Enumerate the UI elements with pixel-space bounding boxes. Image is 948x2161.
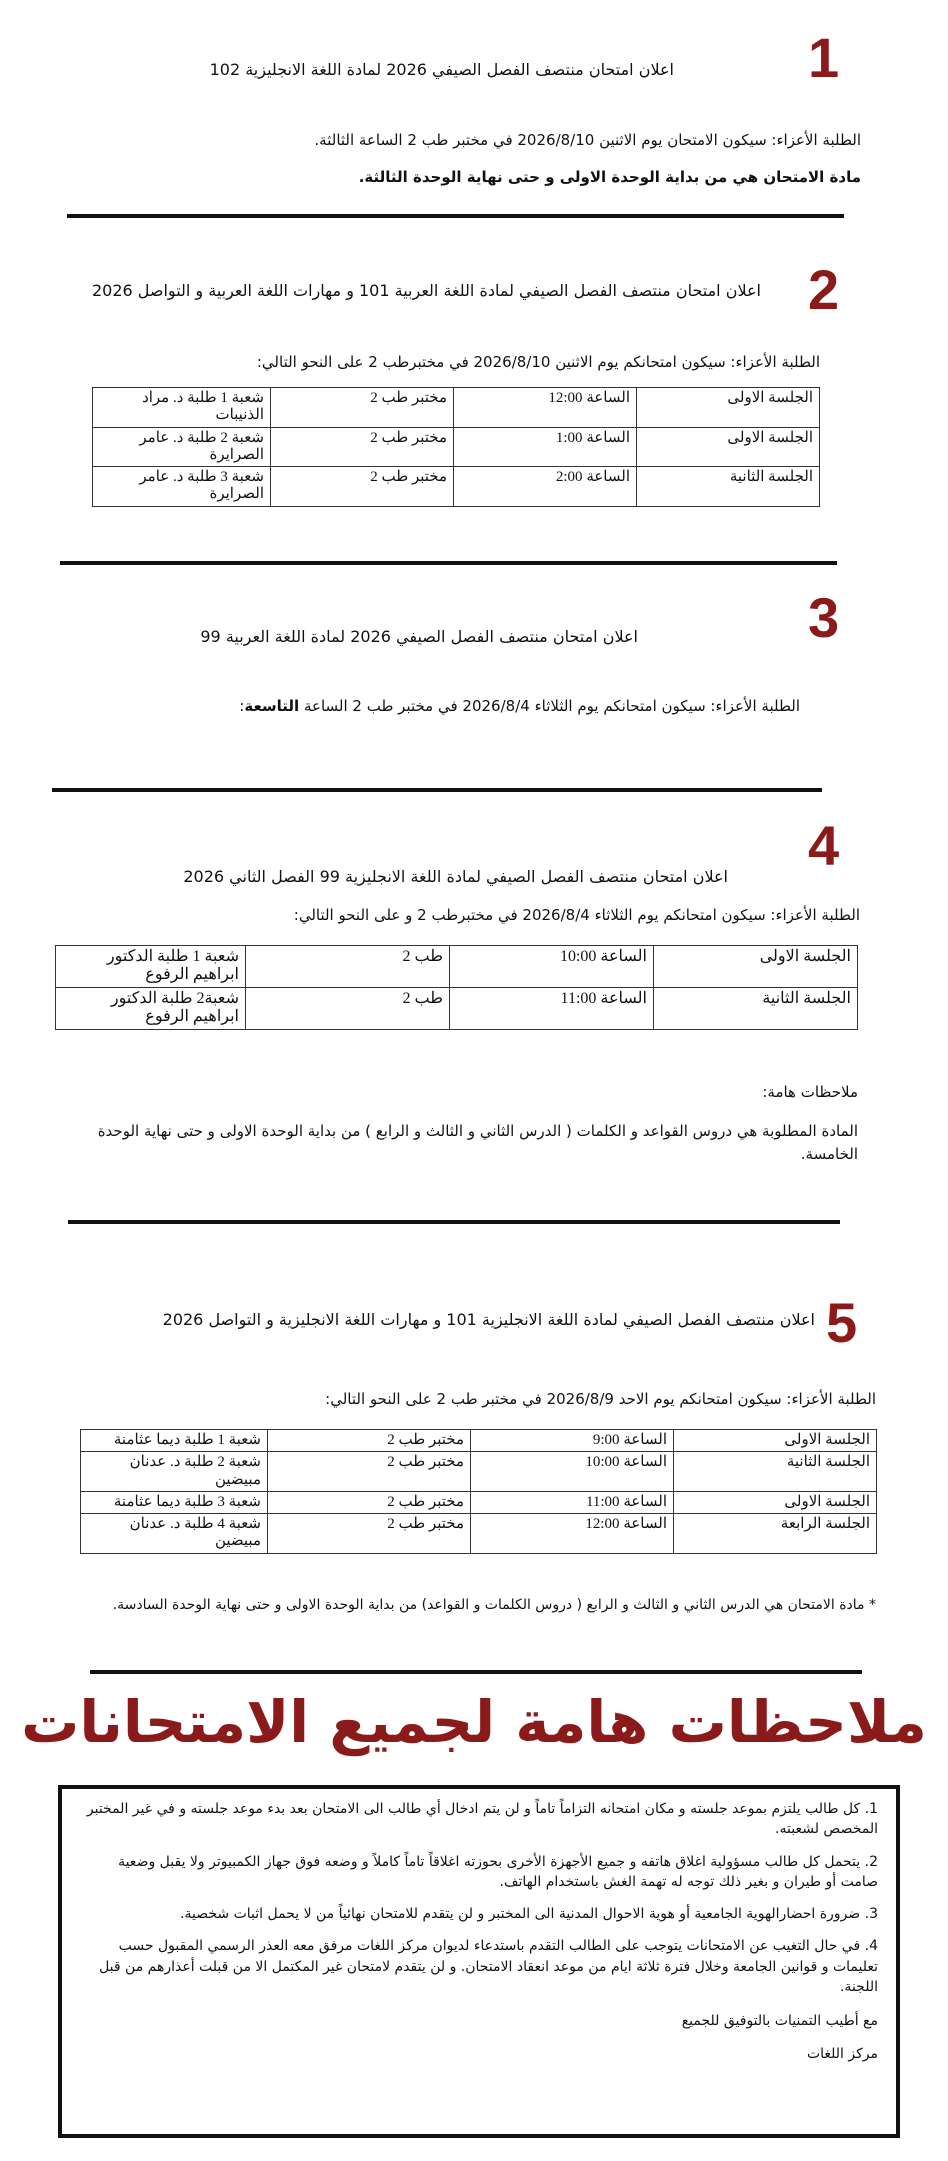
general-note-1: 1. كل طالب يلتزم بموعد جلسته و مكان امتحانه التزاماً تاماً و لن يتم ادخال أي طالب الى الامتحان بعد بدء موعد جلسته و في غير المختبر المخصص لشعبته. — [86, 1801, 878, 1838]
table-cell: الساعة 10:00 — [471, 1452, 674, 1492]
table-cell: مختبر طب 2 — [268, 1452, 471, 1492]
table-cell: شعبة 1 طلبة د. مراد الذنيبات — [93, 388, 271, 428]
section-divider-1 — [67, 214, 844, 218]
section-5-title: اعلان منتصف الفصل الصيفي لمادة اللغة الانجليزية 101 و مهارات اللغة الانجليزية و التواصل 2026 — [162, 1310, 815, 1329]
section-4-title: اعلان امتحان منتصف الفصل الصيفي لمادة اللغة الانجليزية 99 الفصل الثاني 2026 — [183, 867, 728, 886]
table-cell: الساعة 12:00 — [454, 388, 637, 428]
table-cell: الساعة 10:00 — [450, 946, 654, 988]
section-4-notes-text: المادة المطلوبة هي دروس القواعد و الكلمات ( الدرس الثاني و الثالث و الرابع ) من بداية الوحدة الاولى و حتى نهاية الوحدة الخامسة. — [97, 1122, 858, 1163]
section-1-title: اعلان امتحان منتصف الفصل الصيفي 2026 لمادة اللغة الانجليزية 102 — [209, 60, 674, 79]
closing-wishes: مع أطيب التمنيات بالتوفيق للجميع — [681, 2013, 878, 2030]
section-2-title: اعلان امتحان منتصف الفصل الصيفي لمادة اللغة العربية 101 و مهارات اللغة العربية و التواصل 2026 — [91, 281, 761, 300]
table-cell: الساعة 2:00 — [454, 467, 637, 507]
table-cell: الساعة 1:00 — [454, 427, 637, 467]
table-row — [93, 467, 820, 507]
section-divider-4 — [68, 1220, 840, 1224]
table-cell: الجلسة الاولى — [637, 388, 820, 428]
section-5-note: * مادة الامتحان هي الدرس الثاني و الثالث و الرابع ( دروس الكلمات و القواعد) من بداية الوحدة الاولى و حتى نهاية الوحدة السادسة. — [112, 1597, 876, 1613]
table-cell: شعبة 3 طلبة ديما عثامنة — [81, 1491, 268, 1513]
table-cell: الجلسة الاولى — [674, 1491, 877, 1513]
section-divider-5 — [90, 1670, 862, 1674]
table-cell: الساعة 12:00 — [471, 1514, 674, 1554]
section-4-table — [55, 945, 858, 1030]
table-cell: مختبر طب 2 — [271, 467, 454, 507]
table-cell: شعبة 1 طلبة ديما عثامنة — [81, 1430, 268, 1452]
table-cell: شعبة2 طلبة الدكتور ابراهيم الرفوع — [56, 987, 246, 1029]
general-note-2: 2. يتحمل كل طالب مسؤولية اغلاق هاتفه و جميع الأجهزة الأخرى بحوزته اغلاقاً تاماً كاملاً و وضعه فوق جهاز الكمبيوتر ولا يقبل وضعية صامت أو طيران و بغير ذلك توجه له تهمة الغش باستخدام الهاتف. — [118, 1853, 878, 1890]
table-cell: شعبة 1 طلبة الدكتور ابراهيم الرفوع — [56, 946, 246, 988]
section-1-line2: مادة الامتحان هي من بداية الوحدة الاولى و حتى نهاية الوحدة الثالثة. — [358, 168, 861, 186]
general-note-3: 3. ضرورة احضارالهوية الجامعية أو هوية الاحوال المدنية الى المختبر و لن يتقدم للامتحان نهائياً من لا يحمل اثبات شخصية. — [180, 1906, 878, 1923]
table-cell: الجلسة الرابعة — [674, 1514, 877, 1554]
table-cell: الجلسة الاولى — [637, 427, 820, 467]
table-cell: مختبر طب 2 — [268, 1491, 471, 1513]
section-4-number: 4 — [808, 814, 840, 877]
table-cell: طب 2 — [246, 987, 450, 1029]
section-4-intro: الطلبة الأعزاء: سيكون امتحانكم يوم الثلاثاء 2026/8/4 في مختبرطب 2 و على النحو التالي: — [293, 906, 860, 924]
table-cell: الجلسة الثانية — [637, 467, 820, 507]
table-row — [56, 987, 858, 1029]
section-3-title: اعلان امتحان منتصف الفصل الصيفي 2026 لمادة اللغة العربية 99 — [200, 627, 638, 646]
table-cell: شعبة 3 طلبة د. عامر الصرايرة — [93, 467, 271, 507]
table-cell: شعبة 2 طلبة د. عامر الصرايرة — [93, 427, 271, 467]
general-notes-box — [58, 1785, 900, 2138]
general-notes-banner: ملاحظات هامة لجميع الامتحانات — [21, 1688, 927, 1756]
table-row — [81, 1452, 877, 1492]
section-divider-2 — [60, 561, 837, 565]
section-divider-3 — [52, 788, 822, 792]
section-4-notes-heading: ملاحظات هامة: — [762, 1083, 858, 1101]
signature: مركز اللغات — [806, 2045, 878, 2062]
section-3-line-suffix: : — [239, 697, 245, 715]
table-row — [81, 1430, 877, 1452]
table-cell: شعبة 4 طلبة د. عدنان مبيضين — [81, 1514, 268, 1554]
section-5-intro: الطلبة الأعزاء: سيكون امتحانكم يوم الاحد 2026/8/9 في مختبر طب 2 على النحو التالي: — [325, 1390, 876, 1408]
table-cell: مختبر طب 2 — [271, 427, 454, 467]
section-1-line1: الطلبة الأعزاء: سيكون الامتحان يوم الاثنين 2026/8/10 في مختبر طب 2 الساعة الثالثة. — [314, 131, 861, 149]
section-5-table — [80, 1429, 877, 1554]
section-3-line — [239, 697, 800, 715]
table-cell: مختبر طب 2 — [268, 1430, 471, 1452]
table-cell: الساعة 9:00 — [471, 1430, 674, 1452]
table-cell: شعبة 2 طلبة د. عدنان مبيضين — [81, 1452, 268, 1492]
section-2-table — [92, 387, 820, 507]
table-row — [81, 1514, 877, 1554]
table-cell: مختبر طب 2 — [268, 1514, 471, 1554]
table-row — [93, 427, 820, 467]
table-row — [56, 946, 858, 988]
table-row — [81, 1491, 877, 1513]
section-3-line-bold: التاسعة — [244, 697, 300, 715]
table-cell: الجلسة الثانية — [654, 987, 858, 1029]
general-note-4: 4. في حال التغيب عن الامتحانات يتوجب على الطالب التقدم باستدعاء لديوان مركز اللغات مرفق معه العذر الرسمي المقبول حسب تعليمات و قوانين الجامعة وخلال فترة ثلاثة ايام من موعد انعقاد الامتحان. و لن يتقدم لامتحان غير المكتمل الا من قبلت أعذارهم من قبل اللجنة. — [99, 1938, 878, 1996]
table-cell: الجلسة الاولى — [654, 946, 858, 988]
section-3-line-text: الطلبة الأعزاء: سيكون امتحانكم يوم الثلاثاء 2026/8/4 في مختبر طب 2 الساعة — [299, 697, 800, 715]
table-cell: الساعة 11:00 — [450, 987, 654, 1029]
table-cell: الساعة 11:00 — [471, 1491, 674, 1513]
table-cell: طب 2 — [246, 946, 450, 988]
section-3-number: 3 — [808, 586, 840, 649]
table-cell: الجلسة الاولى — [674, 1430, 877, 1452]
table-cell: مختبر طب 2 — [271, 388, 454, 428]
section-2-number: 2 — [808, 258, 840, 321]
section-2-intro: الطلبة الأعزاء: سيكون امتحانكم يوم الاثنين 2026/8/10 في مختبرطب 2 على النحو التالي: — [256, 353, 820, 371]
section-5-number: 5 — [826, 1291, 858, 1354]
table-cell: الجلسة الثانية — [674, 1452, 877, 1492]
section-1-number: 1 — [808, 26, 840, 89]
table-row — [93, 388, 820, 428]
